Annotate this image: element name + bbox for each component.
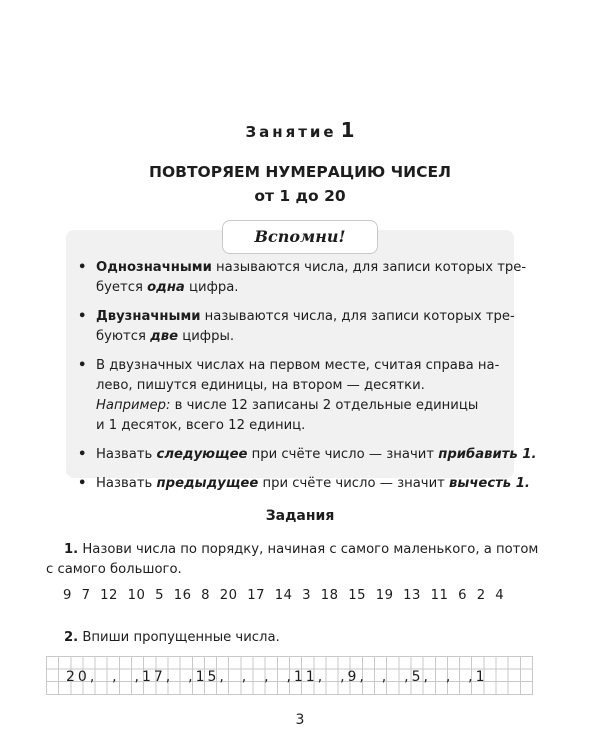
lesson-number: 1 <box>340 118 355 142</box>
example-label: Например: <box>96 398 171 413</box>
task-2-number: 2. <box>64 630 79 645</box>
rule-term: Однозначными <box>96 260 212 275</box>
bullet-icon: • <box>78 358 87 373</box>
lesson-heading <box>0 118 600 142</box>
bullet-icon: • <box>78 260 87 275</box>
task-1-number: 1. <box>64 542 79 557</box>
number-list: 9 7 12 10 5 16 8 20 17 14 3 18 15 19 13 11 6 2 4 <box>63 588 505 603</box>
page-number: 3 <box>295 712 305 728</box>
page-title <box>0 160 600 208</box>
lesson-label: Занятие <box>245 123 337 141</box>
remember-heading: Вспомни! <box>222 220 378 254</box>
bullet-icon: • <box>78 447 87 462</box>
missing-numbers-sequence: 20, , ,17, ,15, , , ,11, ,9, , ,5, , ,1 <box>66 669 488 685</box>
title-line-2: от 1 до 20 <box>254 187 346 205</box>
rule-item: • Назвать предыдущее при счёте число — значит вычесть 1. <box>66 474 514 494</box>
rule-term: Двузначными <box>96 309 201 324</box>
task-1: 1. Назови числа по порядку, начиная с самого маленького, а потом с самого большого. <box>46 542 539 577</box>
title-line-1: ПОВТОРЯЕМ НУМЕРАЦИЮ ЧИСЕЛ <box>149 163 451 181</box>
bullet-icon: • <box>78 476 87 491</box>
rule-list <box>66 258 537 503</box>
rule-item: • Назвать следующее при счёте число — значит прибавить 1. <box>66 445 514 465</box>
rule-item: • Однозначными называются числа, для записи которых тре- буется одна цифра. <box>78 260 527 295</box>
bullet-icon: • <box>78 309 87 324</box>
rule-item: • Двузначными называются числа, для записи которых тре- буются две цифры. <box>78 309 515 344</box>
task-2: 2. Впиши пропущенные числа. <box>64 630 280 645</box>
rule-item: • В двузначных числах на первом месте, считая справа на- лево, пишутся единицы, на втором — десятки. Например: в числе 12 записаны 2 отдельные единицы и 1 десяток, всего 12 единиц. <box>78 358 500 433</box>
tasks-title: Задания <box>265 508 335 524</box>
